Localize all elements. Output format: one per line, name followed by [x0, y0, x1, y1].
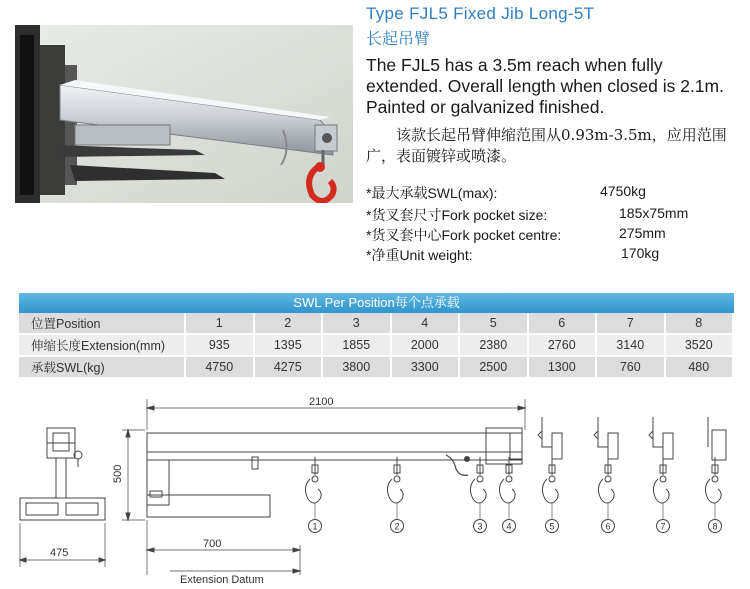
- table-cell: 760: [596, 356, 665, 378]
- position-marker-label: 1: [312, 521, 318, 532]
- extension-heads: [538, 417, 726, 460]
- hook-position-4: [499, 457, 515, 533]
- extension-datum-label: Extension Datum: [180, 574, 264, 584]
- table-cell: 935: [185, 334, 254, 356]
- table-cell: 480: [665, 356, 734, 378]
- table-cell: 3520: [665, 334, 734, 356]
- table-cell: 2: [254, 313, 323, 334]
- row-header: 承载SWL(kg): [19, 356, 185, 378]
- hook-position-7: [653, 457, 669, 533]
- spec-label: *最大承载SWL(max):: [366, 185, 498, 201]
- table-cell: 3: [322, 313, 391, 334]
- table-cell: 8: [665, 313, 734, 334]
- description-chinese: 该款长起吊臂伸缩范围从0.93m-3.5m，应用范围广，表面镀锌或喷漆。: [366, 126, 727, 165]
- description-english: The FJL5 has a 3.5m reach when fully extended. Overall length when closed is 2.1m. Painted or galvanized finished.: [366, 55, 724, 117]
- table-cell: 1: [185, 313, 254, 334]
- spec-label: *货叉套尺寸Fork pocket size:: [366, 207, 548, 223]
- table-cell: 2380: [459, 334, 528, 356]
- hook-position-5: [542, 457, 558, 533]
- hook-position-2: [387, 457, 403, 533]
- table-cell: 3300: [391, 356, 460, 378]
- table-cell: 2000: [391, 334, 460, 356]
- spec-value: 275mm: [619, 225, 666, 241]
- page-title: Type FJL5 Fixed Jib Long-5T: [366, 4, 595, 23]
- table-row-extension: [19, 334, 733, 356]
- table-cell: 5: [459, 313, 528, 334]
- table-row-position: [19, 313, 733, 334]
- hook-position-1: [305, 457, 321, 533]
- hook-position-8: [705, 457, 721, 533]
- spec-value: 170kg: [621, 245, 660, 261]
- table-cell: 4: [391, 313, 460, 334]
- product-photo: [15, 25, 353, 203]
- swl-table: [19, 293, 734, 379]
- table-cell: 1855: [322, 334, 391, 356]
- table-cell: 2760: [528, 334, 597, 356]
- table-title: SWL Per Position每个点承载: [19, 293, 734, 313]
- row-header: 伸缩长度Extension(mm): [19, 334, 185, 356]
- position-marker-label: 4: [506, 521, 512, 532]
- spec-label: *净重Unit weight:: [366, 247, 473, 263]
- table-cell: 3140: [596, 334, 665, 356]
- spec-value: 4750kg: [600, 183, 646, 199]
- dim-width-label: 475: [50, 547, 69, 559]
- dim-total-label: 2100: [309, 396, 334, 408]
- position-marker-label: 8: [712, 521, 718, 532]
- table-cell: 6: [528, 313, 597, 334]
- row-header: 位置Position: [19, 313, 185, 334]
- table-cell: 1395: [254, 334, 323, 356]
- position-marker-label: 5: [549, 521, 555, 532]
- table-cell: 3800: [322, 356, 391, 378]
- table-row-swl: [19, 356, 733, 378]
- technical-drawing: [0, 395, 750, 584]
- table-cell: 2500: [459, 356, 528, 378]
- table-cell: 4275: [254, 356, 323, 378]
- table-cell: 7: [596, 313, 665, 334]
- page-title-chinese: 长起吊臂: [366, 31, 431, 48]
- position-marker-label: 3: [477, 521, 483, 532]
- table-cell: 1300: [528, 356, 597, 378]
- position-marker-label: 6: [605, 521, 611, 532]
- hook-positions: [305, 457, 721, 533]
- position-marker-label: 2: [394, 521, 400, 532]
- position-marker-label: 7: [660, 521, 666, 532]
- swl-table-grid: [19, 313, 734, 379]
- table-cell: 4750: [185, 356, 254, 378]
- spec-value: 185x75mm: [619, 205, 689, 221]
- boom-front-view: [122, 399, 525, 575]
- spec-label: *货叉套中心Fork pocket centre:: [366, 227, 562, 243]
- dim-height-label: 500: [112, 464, 124, 483]
- hook-position-3: [470, 457, 486, 533]
- dim-datum-label: 700: [203, 538, 222, 550]
- hook-position-6: [598, 457, 614, 533]
